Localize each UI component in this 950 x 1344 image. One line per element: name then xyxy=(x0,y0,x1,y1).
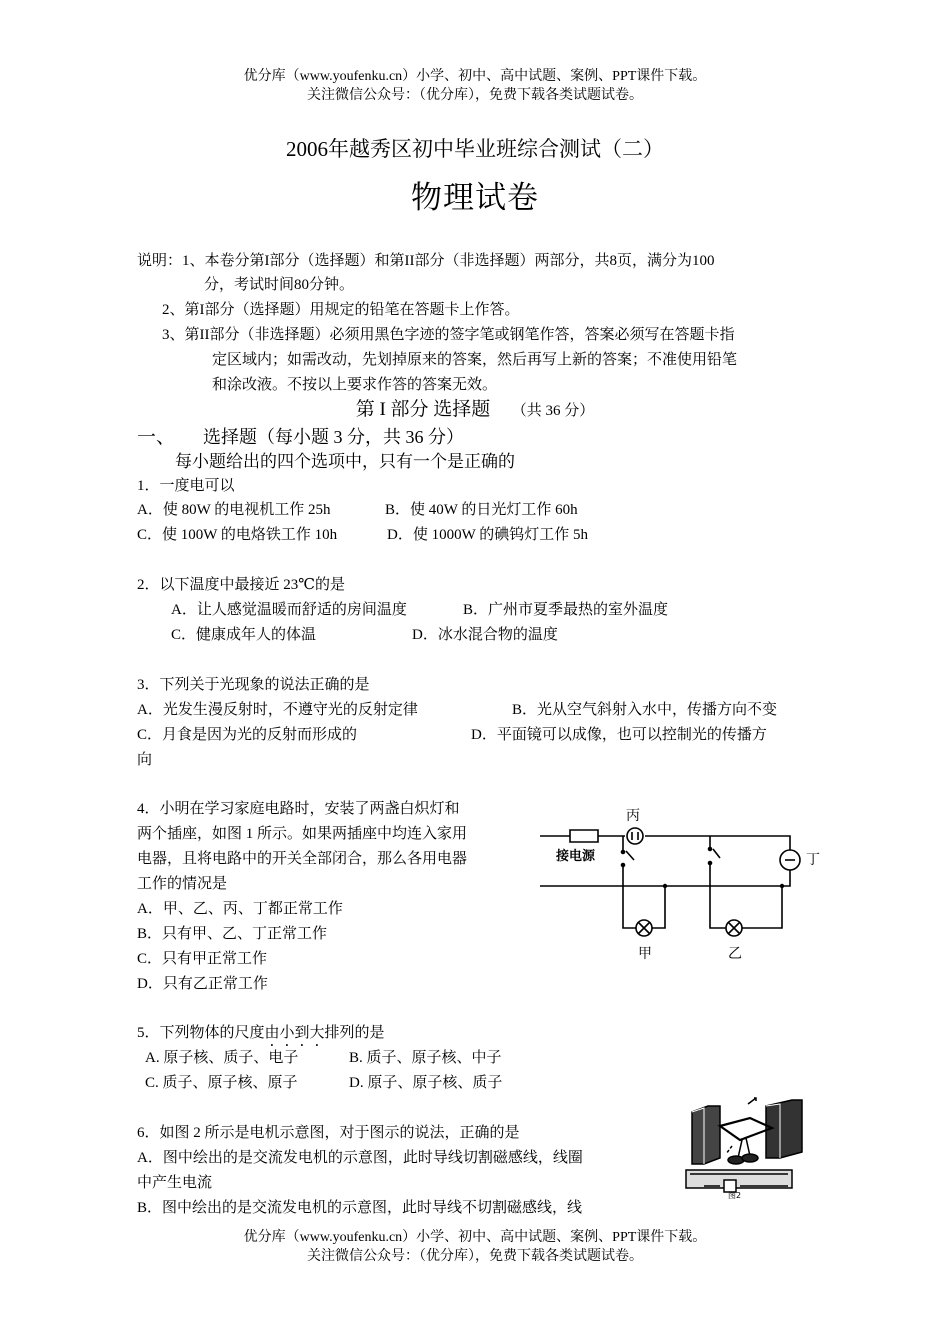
q1-option-d: D．使 1000W 的碘钨灯工作 5h xyxy=(387,527,588,543)
fuse xyxy=(570,830,598,842)
section-note: 每小题给出的四个选项中，只有一个是正确的 xyxy=(175,452,515,471)
magnet-north-icon xyxy=(692,1106,720,1164)
q1-option-a: A．使 80W 的电视机工作 25h xyxy=(137,502,331,518)
q4-stem-3: 电器，且将电路中的开关全部闭合，那么各用电器 xyxy=(137,851,468,867)
q4-stem-4: 工作的情况是 xyxy=(137,876,228,892)
circuit-diagram xyxy=(530,800,830,970)
label-jia: 甲 xyxy=(638,946,652,962)
instruction-3-cont-1: 定区域内；如需改动，先划掉原来的答案，然后再写上新的答案；不准使用铅笔 xyxy=(212,352,738,368)
footer-line-2: 关注微信公众号：（优分库），免费下载各类试题试卷。 xyxy=(307,1249,643,1264)
label-yi: 乙 xyxy=(728,946,742,962)
footer-line-1: 优分库（www.youfenku.cn）小学、初中、高中试题、案例、PPT课件下载。 xyxy=(243,1230,707,1245)
figure-2-label: 图2 xyxy=(728,1191,742,1200)
q3-option-c: C．月食是因为光的反射而形成的 xyxy=(137,727,358,743)
section-number: 一、 xyxy=(137,427,176,448)
q2-option-c: C．健康成年人的体温 xyxy=(171,627,317,643)
q4-option-d: D．只有乙正常工作 xyxy=(137,976,268,992)
instruction-1-cont: 分，考试时间80分钟。 xyxy=(204,277,355,293)
part1-score: （共 36 分） xyxy=(511,403,595,419)
q5-option-a: A. 原子核、质子、电子 xyxy=(145,1050,299,1066)
q4-option-c: C．只有甲正常工作 xyxy=(137,951,268,967)
neutral-wire xyxy=(540,870,790,886)
q2-option-a: A．让人感觉温暖而舒适的房间温度 xyxy=(171,602,407,618)
label-bing: 丙 xyxy=(626,808,640,824)
socket-bing-icon xyxy=(627,828,643,844)
q2-option-b: B．广州市夏季最热的室外温度 xyxy=(463,602,669,618)
label-ding: 丁 xyxy=(806,852,820,868)
q1-option-b: B．使 40W 的日光灯工作 60h xyxy=(385,502,578,518)
part1-title: 第 I 部分 选择题 xyxy=(355,399,491,420)
generator-diagram xyxy=(680,1096,810,1200)
q4-stem-2: 两个插座，如图 1 所示。如果两插座中均连入家用 xyxy=(137,826,468,842)
section-title: 选择题（每小题 3 分，共 36 分） xyxy=(203,427,464,447)
q4-stem-1: 4．小明在学习家庭电路时，安装了两盏白炽灯和 xyxy=(137,801,460,817)
q1-stem: 1．一度电可以 xyxy=(137,478,235,494)
q2-option-d: D．冰水混合物的温度 xyxy=(412,627,558,643)
q6-option-a-1: A．图中绘出的是交流发电机的示意图，此时导线切割磁感线，线圈 xyxy=(137,1150,583,1166)
header-line-2: 关注微信公众号：（优分库），免费下载各类试题试卷。 xyxy=(307,88,643,103)
q2-stem: 2．以下温度中最接近 23℃的是 xyxy=(137,577,346,593)
q3-option-d: D．平面镜可以成像，也可以控制光的传播方 xyxy=(471,727,767,743)
q5-stem xyxy=(137,1024,385,1050)
header-line-1: 优分库（www.youfenku.cn）小学、初中、高中试题、案例、PPT课件下载。 xyxy=(243,69,707,84)
q6-option-a-2: 中产生电流 xyxy=(137,1175,213,1191)
q5-option-c: C. 质子、原子核、原子 xyxy=(145,1075,298,1091)
live-wire xyxy=(540,836,790,850)
exam-title: 2006年越秀区初中毕业班综合测试（二） xyxy=(286,137,664,161)
subject-title: 物理试卷 xyxy=(411,180,539,215)
q5-stem-post: 排列的是 xyxy=(324,1025,385,1041)
label-source: 接电源 xyxy=(556,849,596,864)
coil-icon xyxy=(720,1118,772,1140)
q3-stem: 3．下列关于光现象的说法正确的是 xyxy=(137,677,370,693)
instruction-3-cont-2: 和涂改液。不按以上要求作答的答案无效。 xyxy=(212,377,498,393)
q1-option-c: C．使 100W 的电烙铁工作 10h xyxy=(137,527,338,543)
q5-stem-pre: 5．下列物体的尺度 xyxy=(137,1025,265,1041)
q6-option-b-1: B．图中绘出的是交流发电机的示意图，此时导线不切割磁感线，线 xyxy=(137,1200,583,1216)
q5-option-b: B. 质子、原子核、中子 xyxy=(349,1050,502,1066)
q3-option-b: B．光从空气斜射入水中，传播方向不变 xyxy=(512,702,778,718)
instruction-3: 3、第II部分（非选择题）必须用黑色字迹的签字笔或钢笔作答，答案必须写在答题卡指 xyxy=(162,327,735,343)
q4-option-b: B．只有甲、乙、丁正常工作 xyxy=(137,926,328,942)
q6-stem: 6．如图 2 所示是电机示意图，对于图示的说法，正确的是 xyxy=(137,1125,520,1141)
q3-option-d-cont: 向 xyxy=(137,752,153,768)
q4-option-a: A．甲、乙、丙、丁都正常工作 xyxy=(137,901,343,917)
instruction-1: 说明：1、本卷分第I部分（选择题）和第II部分（非选择题）两部分，共8页，满分为100 xyxy=(137,253,715,269)
q3-option-a: A．光发生漫反射时，不遵守光的反射定律 xyxy=(137,702,418,718)
q5-option-d: D. 原子、原子核、质子 xyxy=(349,1075,503,1091)
instruction-2: 2、第I部分（选择题）用规定的铅笔在答题卡上作答。 xyxy=(162,302,520,318)
part1-heading xyxy=(0,398,950,422)
q5-stem-emphasis: 由小到大 xyxy=(264,1025,325,1041)
